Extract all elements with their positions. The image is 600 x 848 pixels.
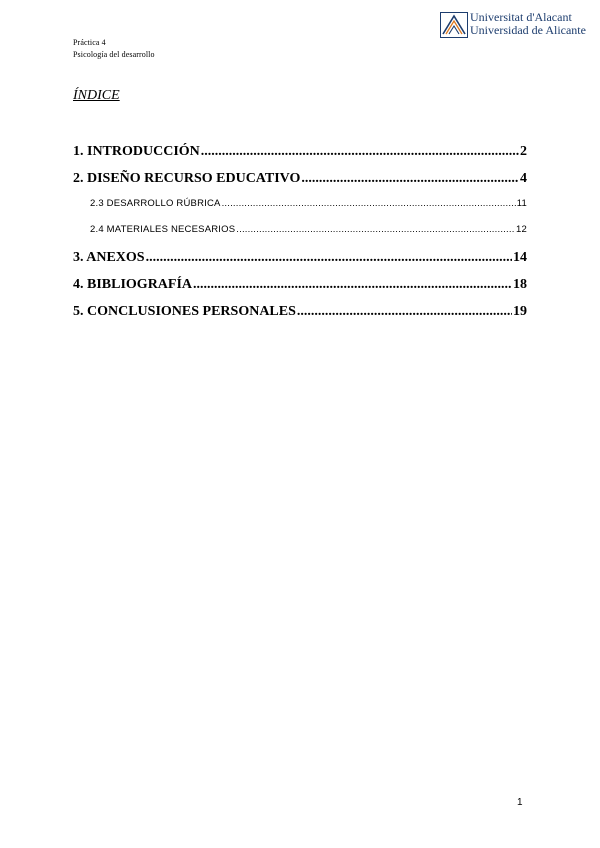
toc-entry-label: 2.4 MATERIALES NECESARIOS [90,224,236,235]
index-title: ÍNDICE [73,88,120,103]
table-of-contents [73,141,527,328]
toc-entry-page: 12 [516,224,527,235]
page-number: 1 [517,797,523,808]
toc-entry-label: 3. ANEXOS [73,250,145,265]
toc-entry-page: 4 [520,171,527,186]
toc-leader-dots [236,221,515,239]
toc-entry-page: 14 [513,250,527,265]
toc-leader-dots [301,168,519,190]
toc-leader-dots [201,141,519,163]
toc-entry-page: 19 [513,304,527,319]
toc-entry-label: 1. INTRODUCCIÓN [73,144,200,159]
toc-leader-dots [222,195,516,213]
toc-entry[interactable] [73,168,527,195]
toc-entry[interactable] [73,274,527,301]
toc-entry[interactable] [73,301,527,328]
toc-leader-dots [193,274,512,296]
toc-entry-page: 11 [516,198,527,209]
toc-entry-label: 5. CONCLUSIONES PERSONALES [73,304,296,319]
logo-line-1: Universitat d'Alacant [470,10,572,24]
toc-entry[interactable] [73,247,527,274]
toc-leader-dots [146,247,512,269]
toc-leader-dots [297,301,512,323]
toc-entry[interactable] [73,141,527,168]
running-header [73,37,155,61]
logo-line-2: Universidad de Alicante [470,23,586,37]
header-line-2: Psicología del desarrollo [73,50,155,59]
toc-subentry[interactable] [73,221,527,247]
toc-entry-label: 2. DISEÑO RECURSO EDUCATIVO [73,171,301,186]
university-logo [440,11,592,41]
toc-entry-page: 2 [520,144,527,159]
toc-entry-label: 2.3 DESARROLLO RÚBRICA [90,198,221,209]
toc-entry-label: 4. BIBLIOGRAFÍA [73,277,193,292]
toc-subentry[interactable] [73,195,527,221]
university-logo-icon [440,12,468,38]
toc-entry-page: 18 [513,277,527,292]
header-line-1: Práctica 4 [73,38,106,47]
